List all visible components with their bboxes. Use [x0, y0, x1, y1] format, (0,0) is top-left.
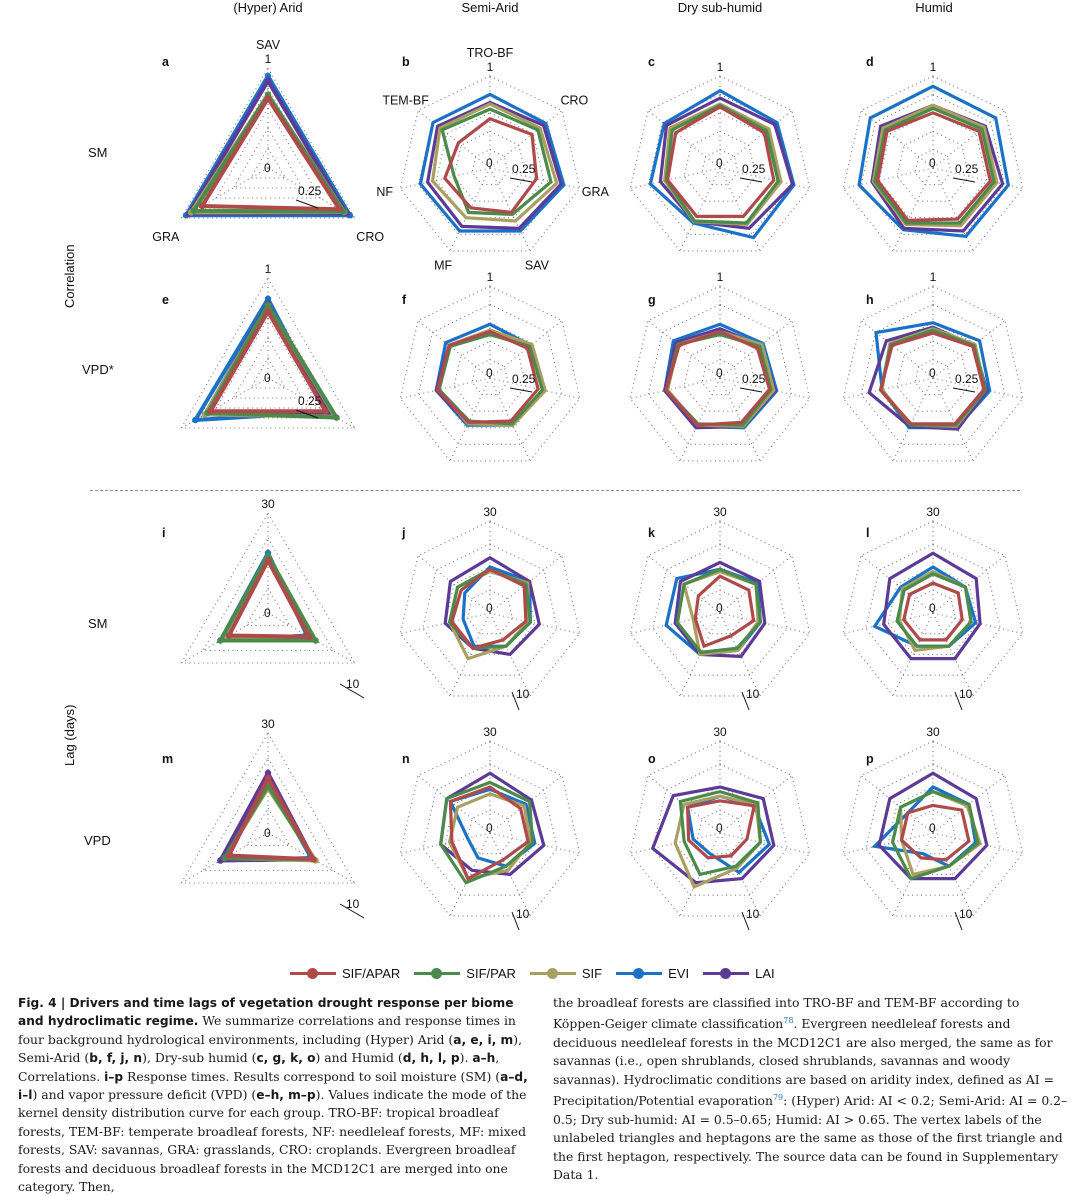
axis-name-gra: GRA [581, 185, 609, 199]
panel-letter: h [866, 293, 874, 307]
caption-text: We summarize correlations and response times in four background hydrological environments, including (Hyper) Arid ( [18, 1013, 516, 1047]
center-value-label: 0 [716, 821, 723, 835]
center-value-label: 0 [716, 366, 723, 380]
row-label-corr-sm: SM [88, 145, 108, 160]
center-value-label: 0 [929, 366, 936, 380]
caption-right [553, 994, 1068, 1184]
grid-ring [225, 563, 312, 638]
center-value-label: 0 [486, 601, 493, 615]
step-value-label: 10 [516, 907, 530, 921]
legend-swatch-evi [616, 968, 662, 978]
caption-text: . Evergreen needleleaf forests and deciduous needleleaf forests in the MCD12C1 are also merged, the same as for savannas (i.e., open shrublands, closed shrublands, savannas and woody savannas). Hydroclimatic conditions are based on aridity index, defined as AI = Precipitation/Potential evaporation [553, 1016, 1055, 1109]
center-value-label: 0 [716, 601, 723, 615]
center-value-label: 0 [264, 606, 271, 620]
outer-value-label: 30 [926, 505, 940, 519]
caption-text: ). [459, 1050, 473, 1066]
data-point [217, 637, 223, 643]
data-point [265, 95, 271, 101]
caption-text: , Correlations. [18, 1050, 500, 1084]
radar-panel-j [400, 505, 579, 710]
outer-value-label: 1 [716, 60, 724, 74]
panel-letter: m [162, 752, 174, 766]
step-value-label: 10 [346, 897, 360, 911]
caption-bold: a–d, i–l [18, 1069, 528, 1103]
data-point [312, 637, 318, 643]
row-label-lag-sm: SM [88, 616, 108, 631]
step-value-label: 0.25 [512, 372, 536, 386]
row-label-corr-vpd: VPD* [82, 362, 114, 377]
data-point [333, 414, 339, 420]
legend-label: LAI [755, 965, 775, 981]
step-value-label: 0.25 [742, 372, 766, 386]
axis-name-tro-bf: TRO-BF [466, 46, 514, 60]
center-value-label: 0 [929, 601, 936, 615]
radar-panel-e [162, 262, 355, 428]
panel-letter: j [402, 526, 406, 540]
series-lai-polygon [223, 558, 312, 639]
radar-panel-p [843, 725, 1022, 930]
radar-panel-a [152, 38, 384, 244]
outer-value-label: 30 [261, 717, 275, 731]
step-value-label: 10 [516, 687, 530, 701]
caption-text: ) and Humid ( [315, 1050, 403, 1066]
caption-text: ). Values indicate the mode of the kernel density distribution curve for each group. TRO-BF: tropical broadleaf forests, TEM-BF: temperate broadleaf forests, NF: needleleaf forests, MF: mixed forests, SAV: savannas, GRA: grasslands, CRO: croplands. Evergreen broadleaf forests and deciduous broadleaf forests in the MCD12C1 are merged into one category. Then, [18, 1087, 527, 1195]
step-arrow [953, 388, 975, 392]
series-sif-par-polygon [225, 786, 314, 860]
caption-bold: i–p [104, 1069, 124, 1084]
outer-value-label: 30 [261, 497, 275, 511]
grid-spoke [843, 833, 933, 854]
column-title-hyper-arid: (Hyper) Arid [233, 0, 303, 15]
legend-item-sif [530, 966, 602, 981]
legend-label: EVI [668, 965, 690, 981]
step-value-label: 10 [346, 677, 360, 691]
radar-panel-o [630, 725, 809, 930]
caption-bold: a, e, i, m [453, 1032, 514, 1047]
panel-letter: k [648, 526, 655, 540]
radar-panel-d [843, 55, 1022, 251]
radar-panel-f [400, 270, 579, 461]
step-value-label: 10 [959, 907, 973, 921]
step-arrow [953, 178, 975, 182]
data-point [192, 417, 198, 423]
grid-spoke [933, 833, 973, 916]
radar-panel-i [162, 497, 364, 698]
y-axis-label-lag: Lag (days) [62, 704, 77, 766]
panel-letter: a [162, 55, 169, 69]
step-value-label: 0.25 [955, 162, 979, 176]
step-value-label: 0.25 [955, 372, 979, 386]
step-value-label: 0.25 [298, 184, 322, 198]
legend-item-sif-apar [290, 966, 400, 981]
caption-text: the broadleaf forests are classified into TRO-BF and TEM-BF according to Köppen-Geiger climate classification [553, 995, 1020, 1032]
caption-text: : (Hyper) Arid: AI < 0.2; Semi-Arid: AI = 0.2–0.5; Dry sub-humid: AI = 0.5–0.65; Humid: AI > 0.65. The vertex labels of the unlabeled triangles and heptagons are the same as those of the first triangle and the first heptagon, respectively. The source data can be found in Supplementary Data 1. [553, 1093, 1068, 1182]
legend-swatch-sif-par [414, 968, 460, 978]
center-value-label: 0 [264, 371, 271, 385]
center-value-label: 0 [929, 156, 936, 170]
radar-panel-b [376, 46, 609, 272]
data-point [226, 852, 232, 858]
radar-panel-m [162, 717, 364, 918]
data-point [199, 203, 205, 209]
panel-letter: e [162, 293, 169, 307]
caption-text: Response times. Results correspond to soil moisture (SM) ( [123, 1068, 501, 1084]
caption-bold: c, g, k, o [256, 1051, 316, 1066]
caption-text: ), Semi-Arid ( [18, 1031, 523, 1066]
axis-name-tem-bf: TEM-BF [382, 93, 429, 108]
column-title-semi-arid: Semi-Arid [461, 0, 519, 15]
radar-panel-h [843, 270, 1022, 461]
legend [290, 962, 775, 984]
caption-text: ) and vapor pressure deficit (VPD) ( [32, 1087, 257, 1103]
outer-value-label: 1 [929, 60, 937, 74]
legend-label: SIF [581, 965, 603, 981]
data-point [336, 206, 342, 212]
panel-letter: o [648, 752, 656, 766]
outer-value-label: 30 [483, 505, 497, 519]
caption-left [18, 994, 533, 1196]
caption-text: ), Dry-sub humid ( [142, 1050, 257, 1066]
axis-name-gra: GRA [152, 230, 180, 244]
panel-letter: f [402, 293, 407, 307]
center-value-label: 0 [264, 161, 271, 175]
data-point [322, 408, 328, 414]
panel-letter: n [402, 752, 410, 766]
outer-value-label: 1 [264, 262, 272, 276]
step-value-label: 0.25 [512, 162, 536, 176]
legend-swatch-sif-apar [290, 968, 336, 978]
data-point [265, 775, 271, 781]
outer-value-label: 1 [264, 52, 272, 66]
panel-letter: l [866, 526, 870, 540]
data-point [265, 302, 271, 308]
legend-label: SIF/PAR [466, 965, 516, 981]
axis-name-cro: CRO [560, 93, 589, 108]
axis-name-nf: NF [376, 185, 394, 199]
grid-spoke [450, 378, 490, 461]
grid-ring [225, 783, 312, 858]
caption-bold: e–h, m–p [256, 1088, 316, 1103]
step-arrow [740, 388, 762, 392]
radar-panel-c [630, 55, 809, 251]
legend-swatch-sif [530, 968, 576, 978]
legend-swatch-lai [703, 968, 749, 978]
step-value-label: 10 [746, 687, 760, 701]
axis-name-cro: CRO [356, 230, 385, 244]
panel-letter: b [402, 55, 410, 69]
center-value-label: 0 [716, 156, 723, 170]
data-point [265, 78, 271, 84]
outer-value-label: 30 [926, 725, 940, 739]
caption-fig-label: Fig. 4 | Drivers and time lags of vegetation drought response per biome and hydroclimatic regime. [18, 996, 514, 1029]
radar-panel-k [630, 505, 809, 710]
radar-panel-n [400, 725, 579, 930]
data-point [207, 408, 213, 414]
center-value-label: 0 [486, 156, 493, 170]
grid-spoke [680, 378, 720, 461]
step-value-label: 0.25 [742, 162, 766, 176]
axis-name-mf: MF [434, 258, 453, 273]
data-point [226, 632, 232, 638]
outer-value-label: 30 [713, 505, 727, 519]
step-value-label: 10 [959, 687, 973, 701]
column-title-dry-sub-humid: Dry sub-humid [677, 0, 763, 15]
center-value-label: 0 [929, 821, 936, 835]
panel-letter: d [866, 55, 874, 69]
outer-value-label: 1 [486, 270, 494, 284]
data-point [306, 634, 312, 640]
series-sif-apar-polygon [695, 576, 753, 646]
panel-letter: c [648, 55, 655, 69]
outer-value-label: 30 [713, 725, 727, 739]
legend-item-sif-par [414, 966, 516, 981]
panel-letter: p [866, 752, 874, 766]
step-value-label: 10 [746, 907, 760, 921]
data-point [310, 856, 316, 862]
step-arrow [740, 178, 762, 182]
axis-name-sav: SAV [524, 258, 549, 273]
column-title-humid: Humid [915, 0, 953, 15]
panel-letter: g [648, 293, 656, 307]
center-value-label: 0 [486, 366, 493, 380]
row-label-lag-vpd: VPD [84, 833, 111, 848]
axis-name-sav: SAV [255, 38, 281, 52]
panel-letter: i [162, 526, 166, 540]
radar-panel-l [843, 505, 1022, 710]
caption-bold: b, f, j, n [89, 1051, 143, 1066]
step-arrow [510, 178, 532, 182]
data-point [265, 308, 271, 314]
step-arrow [510, 388, 532, 392]
legend-item-lai [703, 966, 775, 981]
data-point [191, 208, 197, 214]
outer-value-label: 30 [483, 725, 497, 739]
caption-bold: d, h, l, p [402, 1051, 460, 1066]
reference-link-79[interactable]: 79 [772, 1093, 784, 1103]
grid-spoke [648, 111, 720, 168]
radar-panel-g [630, 270, 809, 461]
reference-link-78[interactable]: 78 [783, 1016, 794, 1026]
outer-value-label: 1 [486, 60, 494, 74]
data-point [265, 557, 271, 563]
center-value-label: 0 [264, 826, 271, 840]
center-value-label: 0 [486, 821, 493, 835]
step-value-label: 0.25 [298, 394, 322, 408]
y-axis-label-correlation: Correlation [62, 244, 77, 308]
outer-value-label: 1 [929, 270, 937, 284]
outer-value-label: 1 [716, 270, 724, 284]
caption-bold: a–h [472, 1051, 496, 1066]
legend-label: SIF/APAR [342, 965, 401, 981]
legend-item-evi [616, 966, 689, 981]
